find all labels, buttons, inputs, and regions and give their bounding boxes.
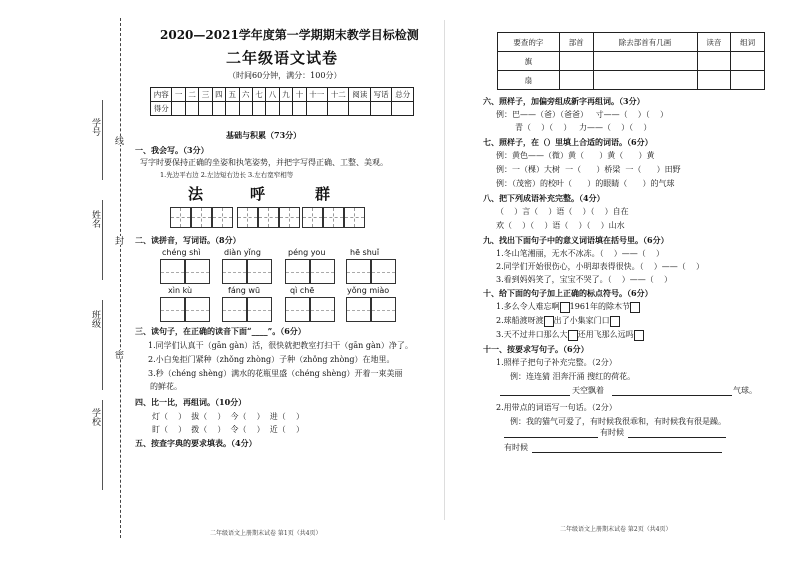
- score-col-1: 一: [172, 88, 185, 102]
- score-cell[interactable]: [349, 102, 370, 116]
- score-col-11: 十一: [306, 88, 327, 102]
- answer-cell[interactable]: [285, 297, 310, 322]
- dict-head-3: 读音: [697, 33, 731, 52]
- q7-line-3: 例：（茂密）的校叶（ ）的眼睛（ ）的气球: [496, 179, 675, 188]
- score-cell[interactable]: [392, 102, 414, 116]
- score-cell[interactable]: [226, 102, 239, 116]
- score-col-3: 三: [199, 88, 212, 102]
- score-col-2: 二: [185, 88, 198, 102]
- exam-header: 2020—2021学年度第一学期期末教学目标检测: [160, 28, 419, 42]
- question-1-desc: 写字时要保持正确的坐姿和执笔姿势，并把字写得正确、工整、美观。: [140, 158, 388, 167]
- score-cell[interactable]: [199, 102, 212, 116]
- q10-3a: 3.天不过井口那么大: [496, 330, 568, 339]
- side-mark-line: 线: [113, 136, 123, 145]
- char-1: 法: [188, 185, 218, 203]
- question-3: 三、读句子，在正确的读音下面“____”。（6分）: [135, 326, 306, 336]
- side-label-student-id: 学号: [90, 118, 100, 136]
- answer-cell[interactable]: [346, 297, 371, 322]
- dict-char-1: 旗: [498, 52, 560, 71]
- q10-2b: 出了小集家门口: [553, 316, 610, 325]
- dict-head-2: 除去部首有几画: [593, 33, 697, 52]
- answer-cell[interactable]: [285, 259, 310, 284]
- answer-cell[interactable]: [310, 259, 335, 284]
- q11-sub-1: 1.照样子把句子补充完整。（2分）: [496, 358, 617, 367]
- q4-row-1: 灯（ ） 拔（ ） 今（ ） 进（ ）: [152, 412, 304, 421]
- pinyin-2: diàn yǐng: [224, 248, 261, 257]
- punct-box[interactable]: [560, 302, 570, 313]
- writing-grid[interactable]: [344, 207, 365, 228]
- writing-grid[interactable]: [212, 207, 233, 228]
- score-col-12: 十二: [328, 88, 349, 102]
- side-label-name: 姓名: [90, 210, 100, 228]
- score-cell[interactable]: [172, 102, 185, 116]
- question-1: 一、我会写。（3分）: [135, 145, 209, 155]
- punct-box[interactable]: [610, 316, 620, 327]
- answer-cell[interactable]: [160, 259, 185, 284]
- binding-line: [120, 18, 121, 538]
- q11-write-1: 有时候: [600, 428, 624, 437]
- answer-cell[interactable]: [222, 259, 247, 284]
- side-mark-seal: 封: [113, 236, 123, 245]
- pinyin-3: péng you: [288, 248, 326, 257]
- score-col-15: 总分: [392, 88, 414, 102]
- q10-line-3: [496, 329, 644, 341]
- q11-sub-2: 2.用带点的词语写一句话。（2分）: [496, 403, 617, 412]
- q7-line-1: 例：黄色——（微）黄（ ）黄（ ）黄: [496, 151, 655, 160]
- pinyin-4: hē shuǐ: [350, 248, 380, 257]
- score-col-9: 九: [279, 88, 292, 102]
- q3-line-4: 的鲜花。: [150, 382, 182, 391]
- q4-row-2: 盯（ ） 拨（ ） 令（ ） 近（ ）: [152, 425, 304, 434]
- q10-line-1: [496, 301, 640, 313]
- exam-time-info: （时间60分钟，满分：100分）: [228, 71, 342, 80]
- score-cell[interactable]: [239, 102, 252, 116]
- answer-cell[interactable]: [247, 297, 272, 322]
- dictionary-table: [497, 32, 765, 90]
- score-cell[interactable]: [252, 102, 265, 116]
- pinyin-5: xìn kù: [168, 286, 193, 295]
- writing-grid[interactable]: [191, 207, 212, 228]
- question-11: 十一、按要求写句子。（6分）: [483, 344, 589, 354]
- answer-cell[interactable]: [346, 259, 371, 284]
- answer-cell[interactable]: [247, 259, 272, 284]
- punct-box[interactable]: [634, 330, 644, 341]
- q11-write-2: 有时候: [504, 443, 528, 452]
- answer-cell[interactable]: [185, 259, 210, 284]
- score-col-10: 十: [293, 88, 306, 102]
- answer-cell[interactable]: [371, 259, 396, 284]
- q11-example-2: 例：我的猫气可爱了，有时候我很乖和，有时候我有很是躁。: [510, 417, 726, 426]
- answer-cell[interactable]: [160, 297, 185, 322]
- score-cell[interactable]: [328, 102, 349, 116]
- writing-grid[interactable]: [279, 207, 300, 228]
- q6-line-1: 例：巴——（爸）（爸爸） 寸——（ ）（ ）: [496, 110, 668, 119]
- char-2: 呼: [250, 185, 280, 203]
- q3-line-1: 1.同学们认真干（gān gàn）活，很快就把教室打扫干（gān gàn）净了。: [148, 341, 413, 350]
- writing-grid[interactable]: [170, 207, 191, 228]
- q8-line-1: （ ）言（ ）语（ ）（ ）自在: [496, 207, 629, 216]
- dict-head-1: 部首: [559, 33, 593, 52]
- question-1-options: 1.先边平右边 2.左边短右边长 3.左右宽窄相等: [160, 171, 294, 179]
- writing-grid[interactable]: [302, 207, 323, 228]
- writing-grid[interactable]: [237, 207, 258, 228]
- question-5: 五、按查字典的要求填表。（4分）: [135, 438, 257, 448]
- score-col-4: 四: [212, 88, 225, 102]
- question-10: 十、给下面的句子加上正确的标点符号。（6分）: [483, 288, 653, 298]
- q6-line-2: 青（ ）（ ） 力——（ ）（ ）: [515, 123, 652, 132]
- char-3: 群: [315, 185, 345, 203]
- q10-2a: 2.球船渡呀渡: [496, 316, 544, 325]
- side-mark-secret: 密: [113, 350, 123, 359]
- score-col-14: 写话: [370, 88, 391, 102]
- side-label-class: 班级: [90, 310, 100, 328]
- q10-3b: 还用飞那么远吗: [577, 330, 634, 339]
- pinyin-8: yǒng miào: [347, 286, 390, 295]
- score-cell[interactable]: [306, 102, 327, 116]
- score-label: 得分: [151, 102, 172, 116]
- score-col-6: 六: [239, 88, 252, 102]
- q9-line-3: 3.看到妈妈笑了，宝宝不哭了。（ ）——（ ）: [496, 275, 672, 284]
- pinyin-6: fáng wū: [228, 286, 261, 295]
- score-cell[interactable]: [266, 102, 279, 116]
- score-cell[interactable]: [293, 102, 306, 116]
- question-6: 六、照样子，加偏旁组成新字再组词。（3分）: [483, 96, 645, 106]
- q3-line-2: 2.小白兔拒门紧种（zhǒng zhòng）子种（zhǒng zhòng）在地里。: [148, 355, 395, 364]
- q9-line-1: 1.冬山笔湘丽，无水不冰冻。（ ）——（ ）: [496, 249, 664, 258]
- q10-line-2: [496, 315, 620, 327]
- answer-cell[interactable]: [222, 297, 247, 322]
- score-col-0: 内容: [151, 88, 172, 102]
- score-col-7: 七: [252, 88, 265, 102]
- score-col-13: 阅读: [349, 88, 370, 102]
- question-4: 四、比一比，再组词。（10分）: [135, 397, 247, 407]
- dict-head-4: 组词: [731, 33, 765, 52]
- q7-line-2: 例：一（棵）大树 一（ ）桥梁 一（ ）田野: [496, 165, 681, 174]
- right-footer: 二年级语文上册期末试卷 第2页（共4页）: [560, 526, 672, 533]
- score-cell[interactable]: [212, 102, 225, 116]
- q11-fill-word: 天空飘着: [572, 386, 604, 395]
- left-footer: 二年级语文上册期末试卷 第1页（共4页）: [210, 530, 322, 537]
- q8-line-2: 欢（ ）（ ）语（ ）（ ）山水: [496, 221, 625, 230]
- score-col-8: 八: [266, 88, 279, 102]
- question-8: 八、把下列成语补充完整。（4分）: [483, 193, 605, 203]
- punct-box[interactable]: [630, 302, 640, 313]
- question-7: 七、照样子，在（）里填上合适的词语。（6分）: [483, 137, 653, 147]
- pinyin-1: chéng shì: [162, 248, 201, 257]
- dict-char-2: 扇: [498, 71, 560, 90]
- q11-example: 例：连连猜 泪奔汗涌 搜红的荷花。: [510, 372, 636, 381]
- writing-grid[interactable]: [323, 207, 344, 228]
- q11-fill-end: 气球。: [733, 386, 757, 395]
- answer-cell[interactable]: [185, 297, 210, 322]
- q10-1a: 1.多么令人难忘啊: [496, 302, 560, 311]
- question-9: 九、找出下面句子中的意义词语填在括号里。（6分）: [483, 235, 669, 245]
- q9-line-2: 2.同学们开始很伤心，小明却表得很快。（ ）——（ ）: [496, 262, 704, 271]
- punct-box[interactable]: [544, 316, 554, 327]
- score-table: [150, 87, 414, 116]
- score-cell[interactable]: [185, 102, 198, 116]
- score-cell[interactable]: [279, 102, 292, 116]
- answer-cell[interactable]: [371, 297, 396, 322]
- q10-1b: 1961年的除木节: [569, 302, 630, 311]
- q3-line-3: 3.秒（chéng shèng）满水的花瓶里盛（chéng shèng）开着一束美丽: [148, 369, 403, 378]
- score-cell[interactable]: [370, 102, 391, 116]
- writing-grid[interactable]: [258, 207, 279, 228]
- side-label-school: 学校: [90, 408, 100, 426]
- punct-box[interactable]: [568, 330, 578, 341]
- exam-title: 二年级语文试卷: [226, 49, 339, 67]
- section-title: 基础与积累（73分）: [226, 130, 302, 140]
- pinyin-7: qì chē: [290, 286, 315, 295]
- answer-cell[interactable]: [310, 297, 335, 322]
- question-2: 二、读拼音，写词语。（8分）: [135, 235, 241, 245]
- score-col-5: 五: [226, 88, 239, 102]
- dict-head-0: 要查的字: [498, 33, 560, 52]
